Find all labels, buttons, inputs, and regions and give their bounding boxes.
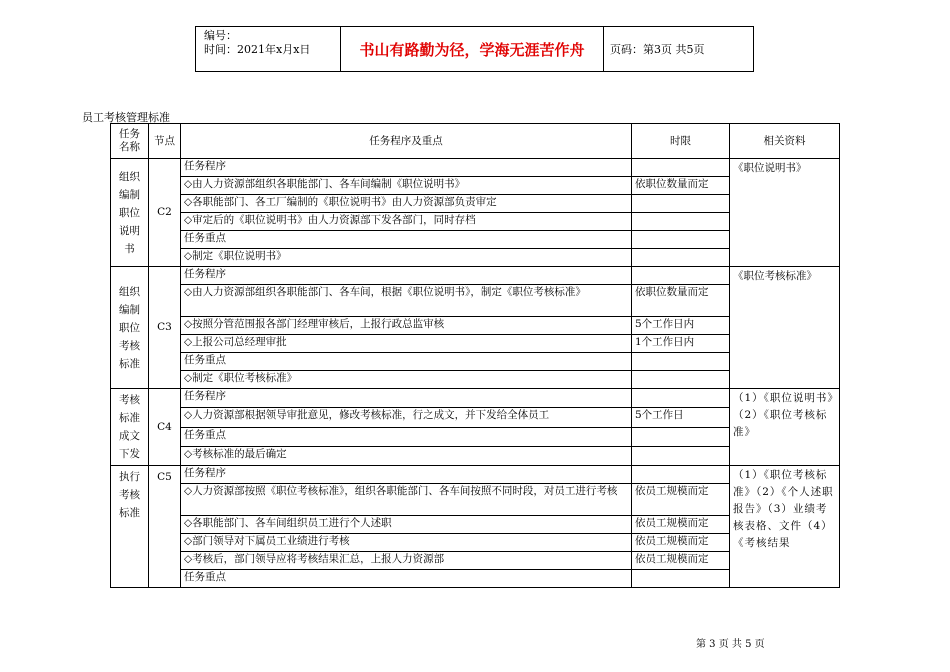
time-cell: 依员工规模而定 [632, 534, 730, 552]
procedure-cell: 任务重点 [181, 231, 632, 249]
procedure-cell: 任务重点 [181, 353, 632, 371]
table-row [111, 159, 840, 177]
procedure-cell: 任务程序 [181, 389, 632, 408]
date-line: 时间：2021年x月x日 [204, 43, 311, 56]
page-info: 页码：第3页 共5页 [610, 43, 705, 56]
time-cell: 依员工规模而定 [632, 552, 730, 570]
time-cell: 依职位数量而定 [632, 285, 730, 317]
table-row [111, 389, 840, 408]
resources-cell: 《职位说明书》 [730, 159, 840, 267]
procedure-cell: ◇各职能部门、各车间组织员工进行个人述职 [181, 516, 632, 534]
header-procedure: 任务程序及重点 [181, 124, 632, 159]
time-cell: 5个工作日内 [632, 317, 730, 335]
header-task-name: 任务名称 [111, 124, 149, 159]
procedure-cell: ◇制定《职位说明书》 [181, 249, 632, 267]
procedure-cell: 任务重点 [181, 570, 632, 588]
time-cell: 依员工规模而定 [632, 516, 730, 534]
time-cell [632, 213, 730, 231]
procedure-cell: ◇部门领导对下属员工业绩进行考核 [181, 534, 632, 552]
time-cell [632, 427, 730, 446]
procedure-cell: ◇人力资源部按照《职位考核标准》，组织各职能部门、各车间按照不同时段，对员工进行考核 [181, 484, 632, 516]
time-cell [632, 371, 730, 389]
time-cell [632, 446, 730, 465]
procedure-cell: ◇审定后的《职位说明书》由人力资源部下发各部门，同时存档 [181, 213, 632, 231]
header-resources: 相关资料 [730, 124, 840, 159]
procedure-cell: ◇由人力资源部组织各职能部门、各车间编制《职位说明书》 [181, 177, 632, 195]
document-title: 员工考核管理标准 [82, 111, 170, 124]
table-header-row [111, 124, 840, 159]
procedure-cell: 任务程序 [181, 466, 632, 484]
table-row [111, 466, 840, 484]
procedure-cell: ◇人力资源部根据领导审批意见，修改考核标准，行之成文，并下发给全体员工 [181, 408, 632, 427]
procedure-cell: 任务程序 [181, 159, 632, 177]
header-node: 节点 [149, 124, 181, 159]
time-cell [632, 466, 730, 484]
resources-cell: 《职位考核标准》 [730, 267, 840, 389]
time-cell [632, 570, 730, 588]
procedure-cell: ◇考核标准的最后确定 [181, 446, 632, 465]
procedure-cell: ◇按照分管范围报各部门经理审核后，上报行政总监审核 [181, 317, 632, 335]
node-cell: C4 [149, 389, 181, 466]
time-cell [632, 353, 730, 371]
procedure-cell: ◇考核后，部门领导应将考核结果汇总，上报人力资源部 [181, 552, 632, 570]
table-row [111, 267, 840, 285]
node-cell: C3 [149, 267, 181, 389]
time-cell [632, 231, 730, 249]
procedure-cell: 任务重点 [181, 427, 632, 446]
time-cell: 5个工作日 [632, 408, 730, 427]
time-cell [632, 267, 730, 285]
time-cell [632, 159, 730, 177]
assessment-standard-table [110, 123, 840, 588]
header-time-limit: 时限 [632, 124, 730, 159]
header-meta [196, 27, 341, 71]
time-cell [632, 389, 730, 408]
time-cell [632, 195, 730, 213]
time-cell: 依员工规模而定 [632, 484, 730, 516]
time-cell [632, 249, 730, 267]
task-name-cell: 考核标准成文下发 [111, 389, 149, 466]
task-name-cell: 执行考核标准 [111, 466, 149, 588]
procedure-cell: ◇制定《职位考核标准》 [181, 371, 632, 389]
procedure-cell: ◇各职能部门、各工厂编制的《职位说明书》由人力资源部负责审定 [181, 195, 632, 213]
time-cell: 1个工作日内 [632, 335, 730, 353]
task-name-cell: 组织编制职位说明书 [111, 159, 149, 267]
page-footer: 第 3 页 共 5 页 [696, 639, 765, 650]
procedure-cell: 任务程序 [181, 267, 632, 285]
procedure-cell: ◇由人力资源部组织各职能部门、各车间，根据《职位说明书》，制定《职位考核标准》 [181, 285, 632, 317]
node-cell: C2 [149, 159, 181, 267]
motto: 书山有路勤为径，学海无涯苦作舟 [341, 27, 604, 71]
number-label: 编号： [204, 29, 237, 42]
task-name-cell: 组织编制职位考核标准 [111, 267, 149, 389]
resources-cell: （1）《职位考核标准》（2）《个人述职报告》（3）业绩考核表格、文件（4）《考核结果 [730, 466, 840, 588]
time-cell: 依职位数量而定 [632, 177, 730, 195]
procedure-cell: ◇上报公司总经理审批 [181, 335, 632, 353]
document-header [195, 26, 754, 72]
resources-cell: （1）《职位说明书》（2）《职位考核标准》 [730, 389, 840, 466]
node-cell: C5 [149, 466, 181, 588]
